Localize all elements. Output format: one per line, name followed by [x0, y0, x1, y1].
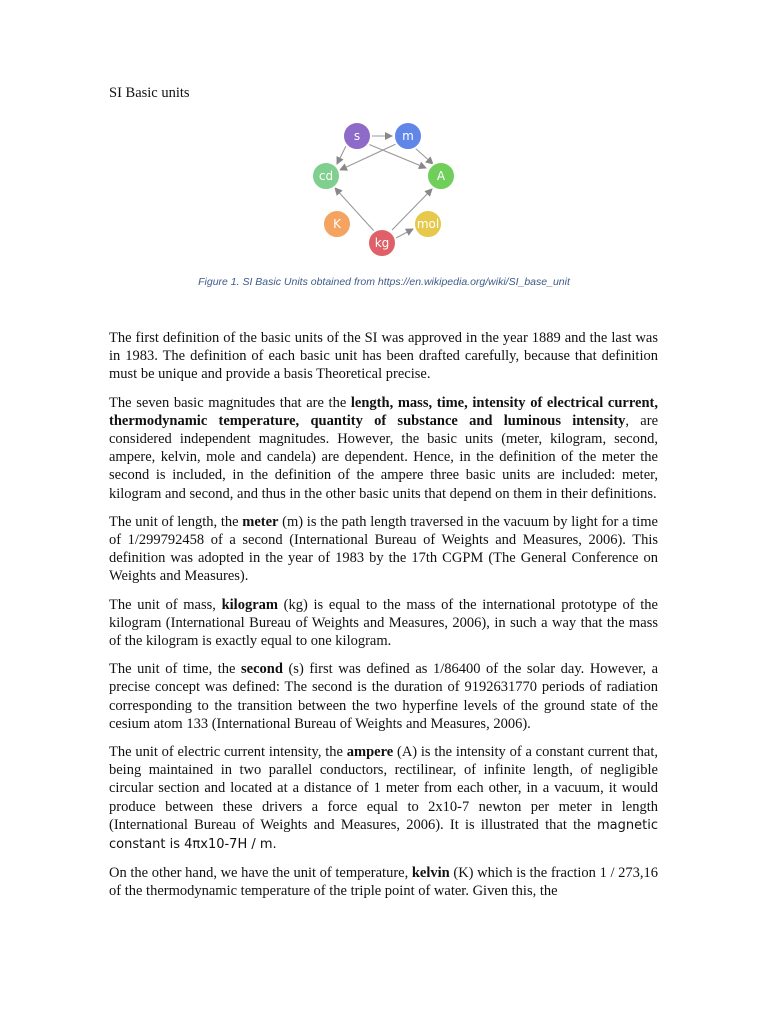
node-A-label: A: [436, 169, 446, 183]
paragraph-text: The unit of time, the: [109, 661, 242, 678]
figure-caption: Figure 1. SI Basic Units obtained from https://en.wikipedia.org/wiki/SI_base_unit: [198, 276, 570, 288]
paragraph-text: On the other hand, we have the unit of temperature,: [109, 865, 412, 882]
paragraph-text: (kg) is equal to the mass of the international prototype of the kilogram (International Bureau of Weights and Measures, 2006), in such a way that the mass of the kilogram is exactly equal to one kilogram.: [109, 596, 658, 650]
bold-term-meter: meter: [242, 513, 279, 530]
node-A: [427, 162, 455, 190]
edge-m-A: [415, 148, 433, 164]
node-kg: [368, 229, 396, 257]
edge-s-cd: [337, 146, 346, 164]
si-units-diagram: [0, 118, 768, 268]
node-s-label: s: [353, 129, 361, 143]
node-mol: [414, 210, 442, 238]
node-kg-label: kg: [374, 236, 390, 250]
body-text: [109, 329, 658, 911]
node-mol-label: mol: [416, 217, 440, 231]
paragraph-text: The unit of electric current intensity, the: [109, 744, 347, 761]
node-cd-label: cd: [318, 169, 334, 183]
page-heading: SI Basic units: [109, 85, 190, 101]
paragraph-text: The first definition of the basic units of the SI was approved in the year 1889 and the last was in 1983. The definition of each basic unit has been drafted carefully, because that definition must be unique and provide a basis Theoretical precise.: [109, 330, 658, 383]
paragraph-text: (m) is the path length traversed in the vacuum by light for a time of 1/299792458 of a second (International Bureau of Weights and Measures, 2006). This definition was adopted in the year of 1983 by the 17th CGPM (The General Conference on Weights and Measures).: [109, 513, 658, 585]
edge-kg-mol: [396, 229, 413, 238]
bold-term-ampere: ampere: [346, 744, 394, 761]
paragraph-base-magnitudes: [109, 394, 658, 503]
paragraph-text: (K) which is the fraction 1 / 273,16 of the thermodynamic temperature of the triple point of water. Given this, the: [109, 865, 658, 900]
paragraph-si-history: [109, 329, 658, 384]
paragraph-text: The unit of mass,: [109, 596, 222, 613]
paragraph-meter: [109, 513, 658, 586]
bold-term-second: second: [241, 661, 283, 678]
bold-term-kilogram: kilogram: [221, 596, 278, 613]
paragraph-text: The seven basic magnitudes that are the: [109, 394, 351, 411]
node-s: [343, 122, 371, 150]
paragraph-second: [109, 660, 658, 733]
paragraph-ampere: [109, 743, 658, 854]
paragraph-kilogram: [109, 596, 658, 651]
paragraph-text: (s) first was defined as 1/86400 of the solar day. However, a precise concept was defined: The second is the duration of 9192631770 periods of radiation corresponding to the transition between the two hyperfine levels of the ground state of the cesium atom 133 (International Bureau of Weights and Measures, 2006).: [109, 661, 659, 732]
paragraph-kelvin: [109, 864, 658, 900]
node-m-label: m: [402, 129, 414, 143]
paragraph-text: , are considered independent magnitudes. However, the basic units (meter, kilogram, second, ampere, kelvin, mole and candela) are dependent. Hence, in the definition of the meter the second is included, in the definition of the ampere three basic units are included: meter, kilogram and second, and thus in the other basic units that depend on them in their definitions.: [109, 412, 659, 502]
bold-text: length, mass, time, intensity of electrical current, thermodynamic temperature, quantity of substance and luminous intensity: [109, 394, 658, 429]
node-m: [394, 122, 422, 150]
si-units-graph: [0, 118, 768, 268]
node-K-label: K: [333, 217, 341, 231]
paragraph-text: (A) is the intensity of a constant current that, being maintained in two parallel conductors, rectilinear, of infinite length, of negligible circular section and located at a distance of 1 meter from each other, in a vacuum, it would produce between these drivers a force equal to 2x10-7 newton per meter in length (International Bureau of Weights and Measures, 2006). It is illustrated that the: [109, 744, 659, 833]
bold-term-kelvin: kelvin: [411, 865, 450, 882]
paragraph-text: The unit of length, the: [109, 513, 243, 530]
node-K: [323, 210, 351, 238]
node-cd: [312, 162, 340, 190]
magnetic-constant-text: magnetic constant is 4πx10-7H / m.: [109, 817, 658, 853]
